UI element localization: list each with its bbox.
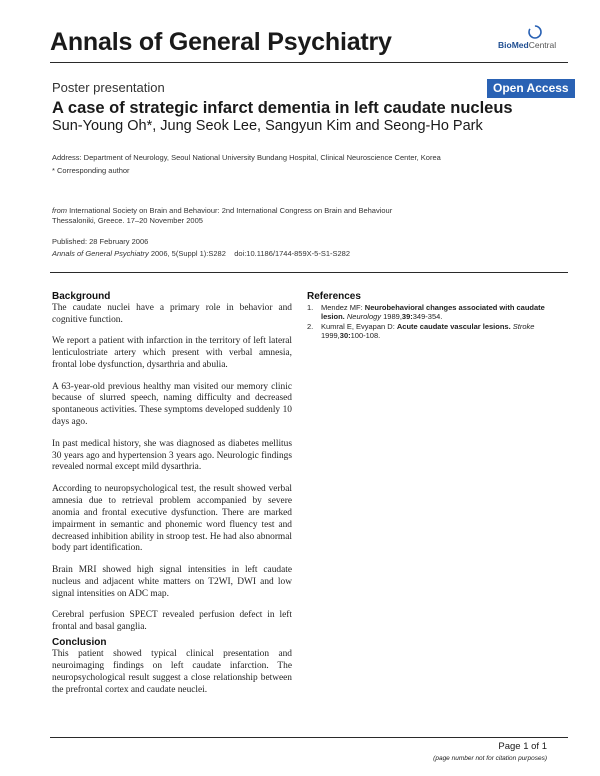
references-heading: References bbox=[307, 291, 361, 302]
section-rule bbox=[50, 272, 568, 273]
journal-title: Annals of General Psychiatry bbox=[50, 28, 392, 56]
citation-line bbox=[52, 249, 350, 259]
body-paragraph: The caudate nuclei have a primary role in behavior and cognitive function. bbox=[52, 303, 292, 325]
reference-item bbox=[307, 322, 547, 341]
body-paragraph: Brain MRI showed high signal intensities in left caudate nucleus and adjacent white matters on T2WI, DWI and low signal intensities on ADC map. bbox=[52, 564, 292, 599]
article-authors: Sun-Young Oh*, Jung Seok Lee, Sangyun Kim and Seong-Ho Park bbox=[52, 118, 483, 134]
reference-title: Acute caudate vascular lesions. bbox=[396, 321, 511, 331]
conference-name: International Society on Brain and Behaviour: 2nd International Congress on Brain and Behaviour bbox=[69, 206, 393, 215]
publisher-bio: Bio bbox=[498, 40, 512, 50]
citation-volume: 2006, 5(Suppl 1):S282 bbox=[150, 249, 226, 258]
publisher-central: Central bbox=[528, 40, 557, 50]
body-paragraph: Cerebral perfusion SPECT revealed perfusion defect in left frontal and basal ganglia. bbox=[52, 610, 292, 632]
corresponding-author: * Corresponding author bbox=[52, 166, 130, 175]
published-date: Published: 28 February 2006 bbox=[52, 237, 149, 246]
page-number: Page 1 of 1 bbox=[498, 741, 547, 752]
conclusion-heading: Conclusion bbox=[52, 636, 107, 648]
reference-title: Neurobehavioral changes associated with caudate lesion. bbox=[321, 303, 545, 322]
article-doi[interactable]: doi:10.1186/1744-859X-5-S1-S282 bbox=[234, 249, 350, 258]
from-prefix: from bbox=[52, 206, 67, 215]
reference-year: 1989, bbox=[383, 312, 402, 322]
reference-volume: 30: bbox=[339, 331, 351, 341]
reference-volume: 39: bbox=[401, 312, 413, 322]
conclusion-paragraph: This patient showed typical clinical presentation and neuroimaging findings on left caudate infarction. The neuropsychological result suggest a close relationship between the prefrontal cortex and caudate neuclei. bbox=[52, 648, 292, 695]
body-paragraph: A 63-year-old previous healthy man visited our memory clinic because of slurred speech, naming difficulty and decreased spontaneous activities. These symptoms developed suddenly 10 days ago. bbox=[52, 381, 292, 428]
section-type: Poster presentation bbox=[52, 80, 165, 95]
author-address: Address: Department of Neurology, Seoul National University Bundang Hospital, Clinical Neuroscience Center, Korea bbox=[52, 153, 441, 162]
background-heading: Background bbox=[52, 291, 111, 302]
reference-pages: 349-354. bbox=[412, 312, 443, 322]
references-column bbox=[307, 291, 547, 341]
conference-line-2: Thessaloniki, Greece. 17–20 November 2005 bbox=[52, 216, 203, 225]
reference-item bbox=[307, 303, 547, 322]
reference-pages: 100-108. bbox=[350, 331, 381, 341]
body-paragraph: In past medical history, she was diagnosed as diabetes mellitus 30 years ago and hypertension 3 years ago. Neurologic findings revealed normal except mild dysarthria. bbox=[52, 438, 292, 473]
footer-rule bbox=[50, 737, 568, 738]
article-title: A case of strategic infarct dementia in left caudate nucleus bbox=[52, 99, 513, 117]
reference-journal: Stroke bbox=[512, 321, 535, 331]
reference-number: 2. bbox=[307, 321, 314, 331]
reference-authors: Mendez MF: bbox=[321, 303, 363, 312]
header-rule bbox=[50, 62, 568, 63]
body-paragraph: According to neuropsychological test, the result showed verbal amnesia due to retrieval problem accompanied by severe anomia and frontal executive dysfunction. There are marked impairment in semantic and phonemic word fluency test and decreased inhibition ability in stroop test. He had also abnormal body part identification. bbox=[52, 483, 292, 554]
body-paragraph: We report a patient with infarction in the territory of left lateral lenticulostriate artery which present with verbal amnesia, frontal lobe dysfunction, dysarthria and abulia. bbox=[52, 336, 292, 371]
page-number-note: (page number not for citation purposes) bbox=[433, 755, 547, 762]
conference-line-1 bbox=[52, 206, 392, 216]
open-access-badge: Open Access bbox=[487, 79, 575, 98]
reference-year: 1999, bbox=[321, 331, 340, 341]
citation-journal: Annals of General Psychiatry bbox=[52, 249, 149, 258]
reference-journal: Neurology bbox=[346, 312, 382, 322]
biomed-central-logo bbox=[498, 24, 568, 54]
reference-authors: Kumral E, Evyapan D: bbox=[321, 321, 395, 331]
reference-number: 1. bbox=[307, 303, 314, 312]
publisher-med: Med bbox=[511, 40, 529, 50]
body-column bbox=[52, 291, 292, 706]
